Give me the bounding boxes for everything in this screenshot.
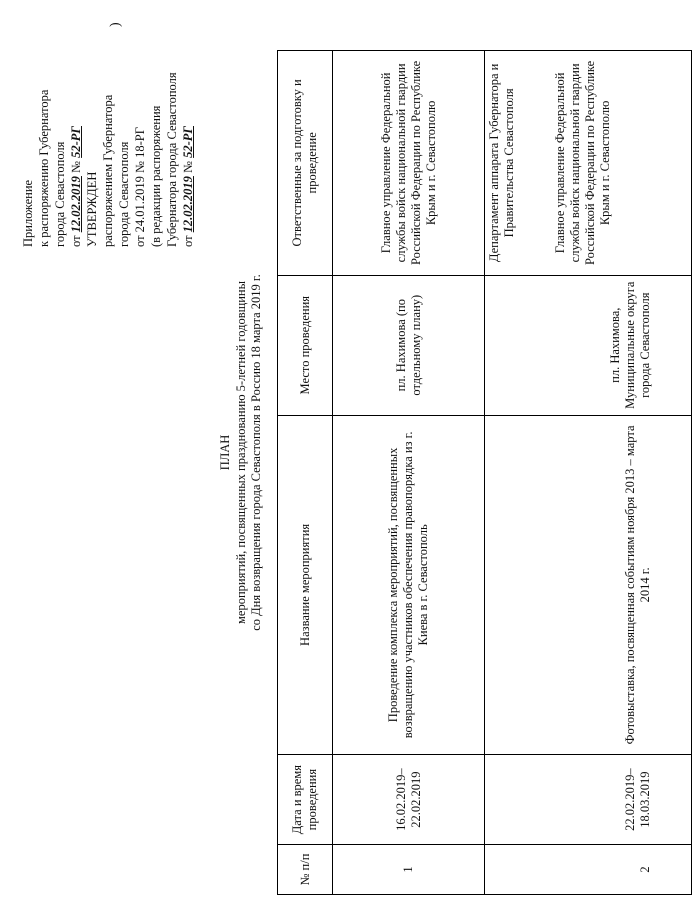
- row-responsible: [485, 51, 692, 276]
- events-table: [277, 50, 692, 895]
- from-label-2: от: [181, 235, 195, 247]
- handwritten-date-1: 12.02.2019: [69, 176, 83, 233]
- revision-date-line: [180, 15, 196, 247]
- appendix-date-line: [68, 15, 84, 247]
- appendix-line-3: города Севастополя: [53, 141, 67, 247]
- approved-label: УТВЕРЖДЕН: [85, 171, 99, 247]
- row-number: 2: [485, 845, 692, 895]
- approval-line-10: Губернатора города Севастополя: [165, 72, 179, 247]
- number-sign-2: №: [181, 161, 195, 173]
- handwritten-number-1: 52-РГ: [69, 126, 83, 158]
- plan-subtitle-2: со Дня возвращения города Севастополя в Россию 18 марта 2019 г.: [249, 274, 263, 631]
- row-event-name: Проведение комплекса мероприятий, посвященных возвращению участников обеспечения правопорядка из г. Киева в г. Севастополь: [333, 415, 485, 754]
- appendix-label: Приложение: [21, 179, 35, 247]
- row-place: пл. Нахимова (по отдельному плану): [333, 275, 485, 415]
- approval-line-8: от 24.01.2019 № 18-РГ: [133, 127, 147, 247]
- col-header-number: № п/п: [278, 845, 333, 895]
- col-header-responsible: Ответственные за подготовку и проведение: [278, 51, 333, 276]
- closing-parenthesis: ): [108, 22, 123, 27]
- row-number: 1: [333, 845, 485, 895]
- row-event-name: Фотовыставка, посвященная событиям ноября 2013 – марта 2014 г.: [485, 415, 692, 754]
- from-label: от: [69, 235, 83, 247]
- row-date: 16.02.2019–22.02.2019: [333, 755, 485, 845]
- row-date: 22.02.2019–18.03.2019: [485, 755, 692, 845]
- approval-header: [20, 15, 196, 247]
- approval-line-7: города Севастополя: [117, 141, 131, 247]
- table-header-row: [278, 51, 333, 895]
- number-sign: №: [69, 161, 83, 173]
- appendix-line-2: к распоряжению Губернатора: [37, 89, 51, 247]
- row-place: пл. Нахимова, Муниципальные округа города Севастополя: [485, 275, 692, 415]
- plan-heading: ПЛАН: [218, 434, 232, 471]
- approval-line-6: распоряжением Губернатора: [101, 94, 115, 247]
- plan-subtitle-1: мероприятий, посвященных празднованию 5-летней годовщины: [233, 281, 248, 624]
- responsible-department: Департамент аппарата Губернатора и Правительства Севастополя: [487, 63, 516, 263]
- table-row: [333, 51, 485, 895]
- handwritten-date-2: 12.02.2019: [181, 176, 195, 233]
- row-responsible: Главное управление Федеральной службы войск национальной гвардии Российской Федерации по Республике Крым и г. Севастополю: [333, 51, 485, 276]
- col-header-date: Дата и время проведения: [278, 755, 333, 845]
- approval-line-9: (в редакции распоряжения: [149, 105, 163, 247]
- col-header-place: Место проведения: [278, 275, 333, 415]
- responsible-guard: Главное управление Федеральной службы войск национальной гвардии Российской Федерации по Республике Крым и г. Севастополю: [553, 60, 612, 265]
- handwritten-number-2: 52-РГ: [181, 126, 195, 158]
- table-row: [485, 51, 692, 895]
- plan-title: [218, 0, 265, 905]
- col-header-name: Название мероприятия: [278, 415, 333, 754]
